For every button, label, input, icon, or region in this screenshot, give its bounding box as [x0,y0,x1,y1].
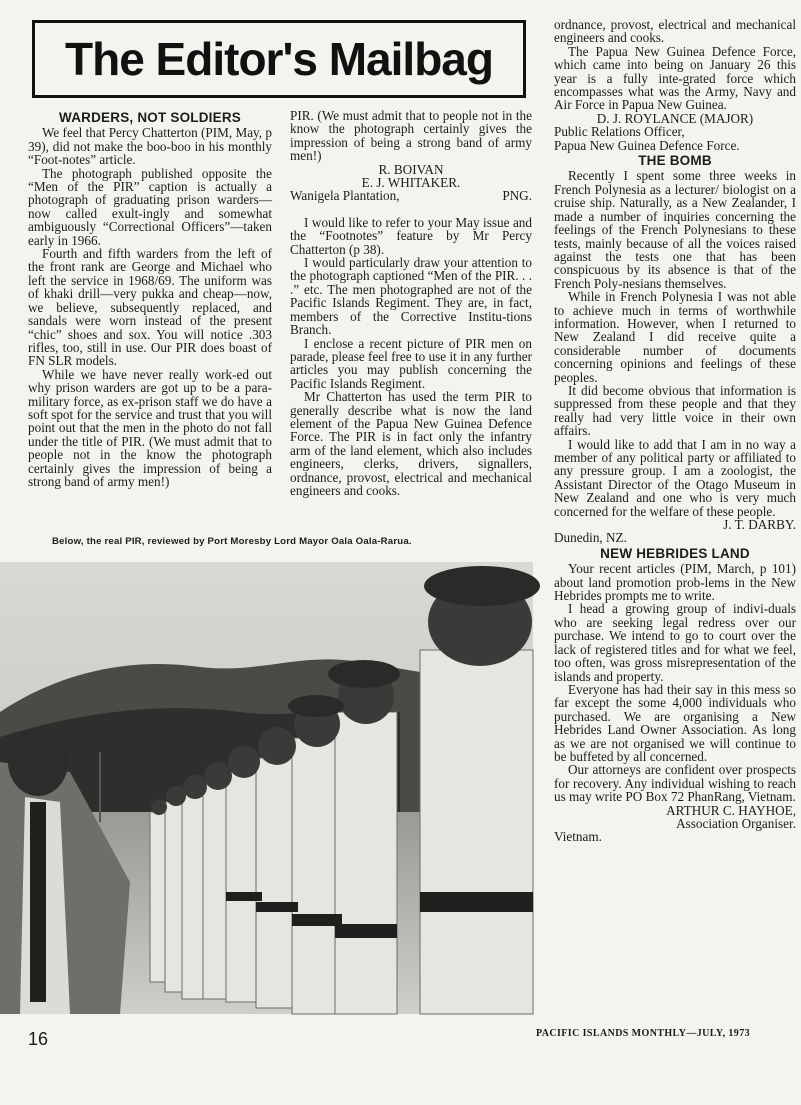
paragraph: I would like to add that I am in no way a member of any political party or affiliated to any pressure group. I am a zoologist, the Assistant Director of the Otago Museum in New Zealand and one who is very much concerned for the welfare of these people. [554,436,796,519]
page-title: The Editor's Mailbag [65,33,493,85]
letter-place: Wanigela Plantation, [290,188,400,204]
letter-heading-warders: WARDERS, NOT SOLDIERS [59,110,241,125]
paragraph: Our attorneys are confident over prospects for recovery. Any individual wishing to reach us may write PO Box 72 PhanRang, Vietnam. [554,762,796,805]
page-number: 16 [28,1029,49,1049]
paragraph: We feel that Percy Chatterton (PIM, May, p 39), did not make the boo-boo in his monthly “Foot-notes” article. [28,125,272,168]
column-2 [290,109,532,497]
running-footer: PACIFIC ISLANDS MONTHLY—JULY, 1973 [536,1028,751,1039]
letter-place-row [290,189,532,202]
signatory: E. J. WHITAKER. [361,175,461,191]
signature: D. J. ROYLANCE (MAJOR) [596,110,754,126]
masthead-box [32,20,526,98]
paragraph: I head a growing group of indivi-duals who are seeking legal redress over our purchase. We intend to go to court over the lack of registered titles and for what we feel, too often, was gross misrepresentation of the islands and property. [554,601,796,684]
paragraph-continued: ordnance, provost, electrical and mechanical engineers and cooks. [554,17,796,46]
letter-place: Dunedin, NZ. [554,530,627,546]
paragraph: While in French Polynesia I was not able to achieve much in terms of worthwhile information. However, when I returned to New Zealand I did receive quite a considerable number of documents concerning opinions and feelings of these peoples. [554,289,796,385]
letter-place: Vietnam. [554,829,602,845]
parade-photo [0,562,533,1014]
letter-heading-new-hebrides: NEW HEBRIDES LAND [600,545,750,561]
paragraph: Your recent articles (PIM, March, p 101) about land promotion prob-lems in the New Hebrides prompts me to write. [554,561,796,604]
photo-caption: Below, the real PIR, reviewed by Port Moresby Lord Mayor Oala Oala-Rarua. [52,536,412,547]
paragraph: Mr Chatterton has used the term PIR to generally describe what is now the land element of the Papua New Guinea Defence Force. The PIR is in fact only the infantry arm of the land element, which also includes engineers, clerks, drivers, signallers, ordnance, provost, electrical and mechanical engineers and cooks. [290,389,532,498]
paragraph: Fourth and fifth warders from the left of the front rank are George and Michael who left the service in 1968/69. The uniform was of khaki drill—very pukka and cheap—now, we believe, subsequently replaced, and sandals were worn instead of the present “chic” shoes and sox. You will notice .303 rifles, too, still in use. Our PIR does boast of FN SLR models. [28,246,272,369]
column-3 [554,18,796,844]
signature-title: Papua New Guinea Defence Force. [554,137,740,153]
signatory: R. BOIVAN [378,161,444,177]
signature: ARTHUR C. HAYHOE, [666,802,796,818]
paragraph: The photograph published opposite the “Men of the PIR” caption is actually a photograph of graduating prison warders—now called exult-ingly and somewhat ambiguously “Correctional Officers”—taken early in 1966. [28,165,272,248]
signature: J. T. DARBY. [723,517,796,533]
paragraph: Recently I spent some three weeks in French Polynesia as a lecturer/ biologist on a cruise ship. Naturally, as a New Zealander, I made a number of inquiries concerning the feelings of the French Polynesians to these tests, mainly because of all the voices raised against the tests one that has been conspicuous by its absence is that of the French Poly-nesians themselves. [554,168,796,291]
photo-illustration [0,562,533,1014]
paragraph: I would particularly draw your attention to the photograph captioned “Men of the PIR. . . .” etc. The men photographed are not of the Pacific Islands Regiment. They are, in fact, members of the Corrective Institu-tions Branch. [290,255,532,338]
signature-title: Association Organiser. [676,815,796,831]
paragraph: I enclose a recent picture of PIR men on parade, please feel free to use it in any further articles you may publish concerning the Pacific Islands Regiment. [290,335,532,391]
letter-country: PNG. [502,188,532,204]
paragraph: The Papua New Guinea Defence Force, which came into being on January 26 this year is a fully inte-grated force which encompasses what was the Army, Navy and Air Force in Papua New Guinea. [554,43,796,113]
column-1 [28,109,272,489]
paragraph: I would like to refer to your May issue and the “Footnotes” feature by Mr Percy Chatterton (p 38). [290,214,532,257]
paragraph: Everyone has had their say in this mess so far except the some 4,000 individuals who purchased. We are organising a New Hebrides Land Owner Association. As long as we are not organised we will continue to be buffeted by all concerned. [554,681,796,764]
paragraph: It did become obvious that information is suppressed from these people and that they really had very little voice in their own affairs. [554,382,796,439]
signature-title: Public Relations Officer, [554,124,685,140]
paragraph-continued: PIR. (We must admit that to people not in the know the photograph certainly gives the impression of being a strong band of army men!) [290,108,532,164]
letter-heading-bomb: THE BOMB [638,153,712,169]
paragraph: While we have never really work-ed out why prison warders are got up to be a para-military force, as ex-prison staff we do have a soft spot for the service and trust that you will point out that the men in the photo do not fall under the title of PIR. (We must admit that to people not in the know the photograph certainly gives the impression of being a strong band of army men!) [28,366,272,489]
